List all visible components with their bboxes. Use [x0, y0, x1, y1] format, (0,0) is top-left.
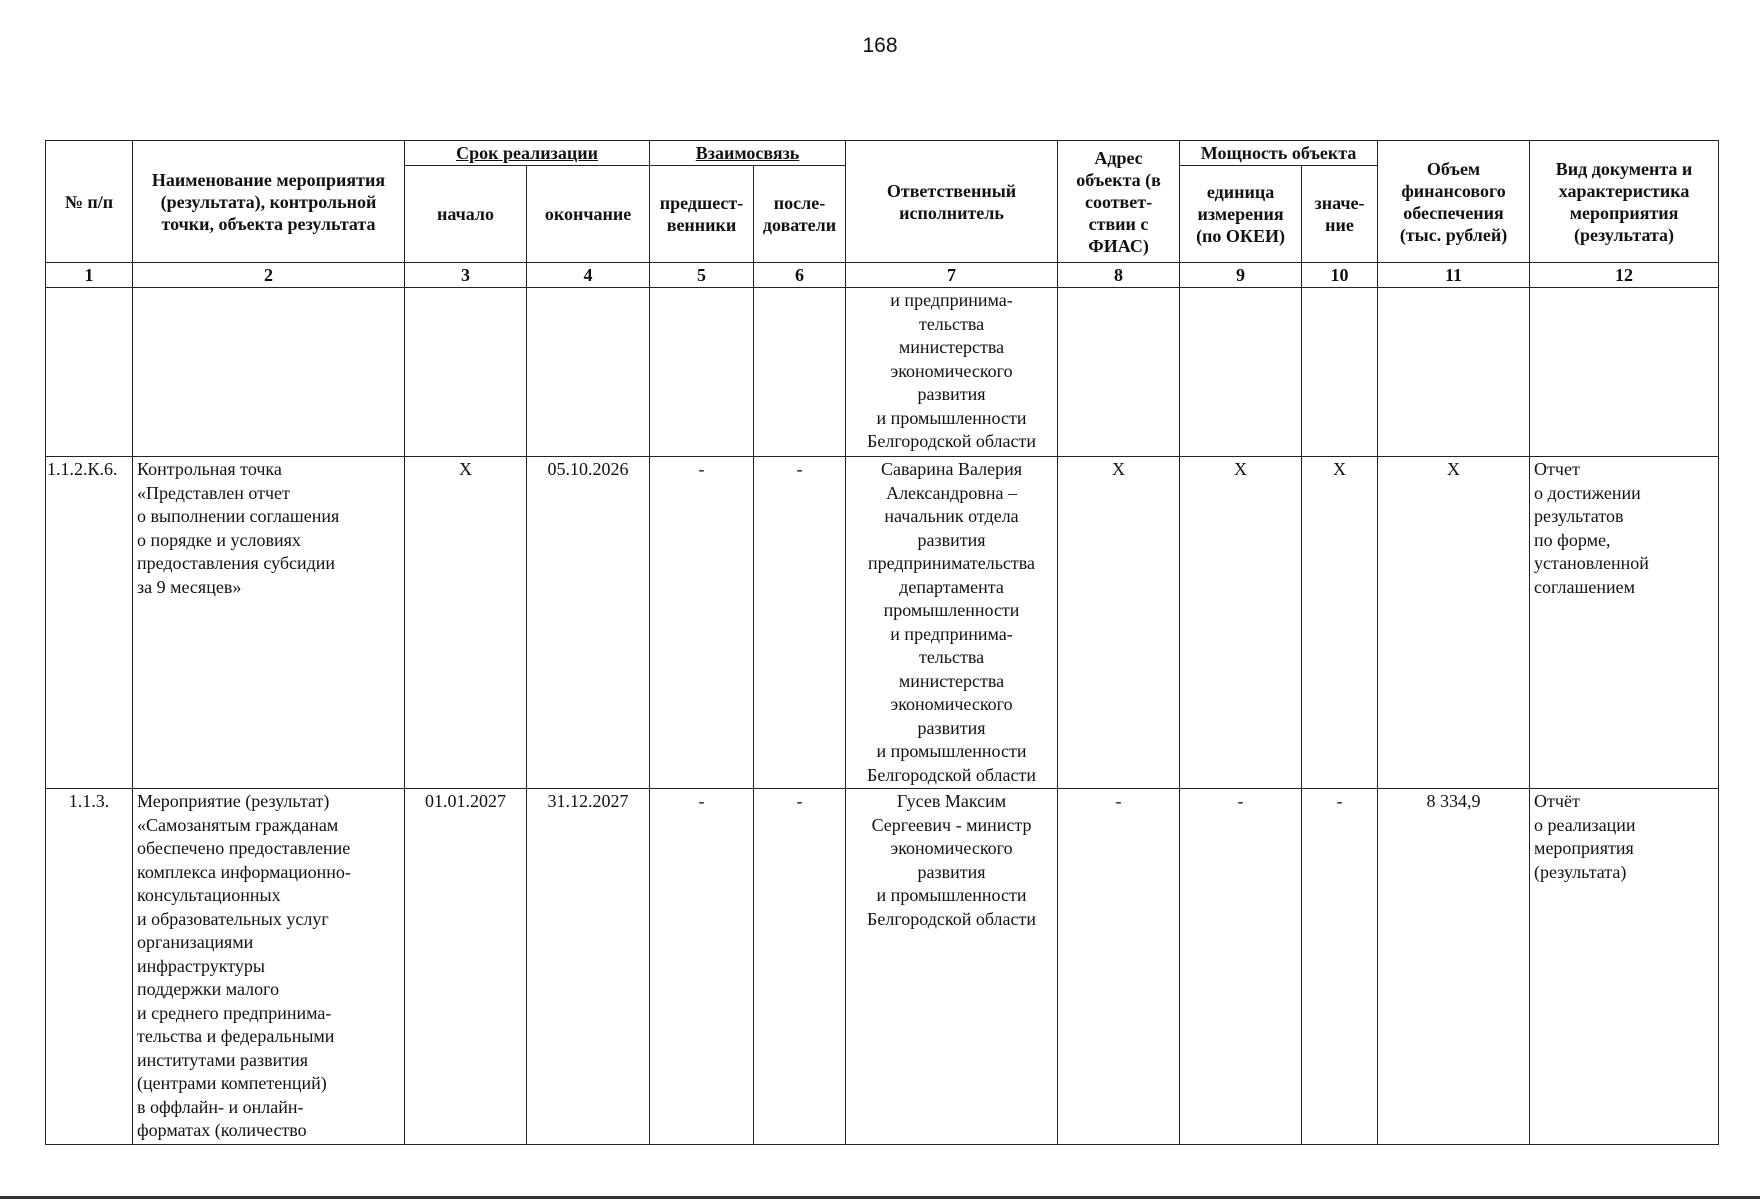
- cell-unit: Х: [1180, 457, 1302, 789]
- cell-responsible: Гусев Максим Сергеевич - министр экономического развития и промышленности Белгородской области: [846, 789, 1058, 1145]
- header-num: № п/п: [46, 141, 133, 263]
- cell-successors: [754, 288, 846, 457]
- header-finance: Объем финансового обеспечения (тыс. рублей): [1378, 141, 1530, 263]
- column-number: 2: [133, 263, 405, 288]
- header-successors: после-дователи: [754, 166, 846, 263]
- cell-num: [46, 288, 133, 457]
- header-period: Срок реализации: [405, 141, 650, 166]
- header-period-start: начало: [405, 166, 527, 263]
- column-number: 7: [846, 263, 1058, 288]
- column-number: 1: [46, 263, 133, 288]
- cell-num: 1.1.3.: [46, 789, 133, 1145]
- header-relation: Взаимосвязь: [650, 141, 846, 166]
- cell-name: [133, 288, 405, 457]
- cell-doc: [1530, 288, 1719, 457]
- cell-end: [527, 288, 650, 457]
- header-period-end: окончание: [527, 166, 650, 263]
- cell-value: -: [1302, 789, 1378, 1145]
- cell-responsible: и предпринима- тельства министерства экономического развития и промышленности Белгородской области: [846, 288, 1058, 457]
- column-number: 12: [1530, 263, 1719, 288]
- cell-doc: Отчет о достижении результатов по форме, установленной соглашением: [1530, 457, 1719, 789]
- column-number: 3: [405, 263, 527, 288]
- header-address: Адрес объекта (в соответ-ствии с ФИАС): [1058, 141, 1180, 263]
- cell-finance: [1378, 288, 1530, 457]
- cell-unit: [1180, 288, 1302, 457]
- table-row: [46, 288, 1719, 457]
- cell-value: Х: [1302, 457, 1378, 789]
- column-number: 8: [1058, 263, 1180, 288]
- header-unit: единица измерения (по ОКЕИ): [1180, 166, 1302, 263]
- cell-start: Х: [405, 457, 527, 789]
- cell-unit: -: [1180, 789, 1302, 1145]
- column-number: 10: [1302, 263, 1378, 288]
- cell-finance: Х: [1378, 457, 1530, 789]
- cell-address: Х: [1058, 457, 1180, 789]
- activity-table: [45, 140, 1719, 1145]
- column-number: 6: [754, 263, 846, 288]
- header-predecessors: предшест-венники: [650, 166, 754, 263]
- column-number: 5: [650, 263, 754, 288]
- header-value: значе-ние: [1302, 166, 1378, 263]
- cell-predecessors: [650, 288, 754, 457]
- cell-end: 05.10.2026: [527, 457, 650, 789]
- header-capacity: Мощность объекта: [1180, 141, 1378, 166]
- cell-end: 31.12.2027: [527, 789, 650, 1145]
- cell-name: Мероприятие (результат) «Самозанятым гражданам обеспечено предоставление комплекса информационно- консультационных и образовательных услуг организациями инфраструктуры поддержки малого и среднего предпринима- тельства и федеральными институтами развития (центрами компетенций) в оффлайн- и онлайн- форматах (количество: [133, 789, 405, 1145]
- page-bottom-rule: [0, 1196, 1760, 1199]
- table-row: [46, 457, 1719, 789]
- cell-name: Контрольная точка «Представлен отчет о выполнении соглашения о порядке и условиях предоставления субсидии за 9 месяцев»: [133, 457, 405, 789]
- column-number: 11: [1378, 263, 1530, 288]
- cell-value: [1302, 288, 1378, 457]
- cell-address: -: [1058, 789, 1180, 1145]
- column-number: 4: [527, 263, 650, 288]
- header-responsible: Ответственный исполнитель: [846, 141, 1058, 263]
- cell-address: [1058, 288, 1180, 457]
- cell-responsible: Саварина Валерия Александровна – начальник отдела развития предпринимательства департамента промышленности и предпринима- тельства министерства экономического развития и промышленности Белгородской области: [846, 457, 1058, 789]
- cell-doc: Отчёт о реализации мероприятия (результата): [1530, 789, 1719, 1145]
- cell-successors: -: [754, 457, 846, 789]
- cell-start: [405, 288, 527, 457]
- cell-predecessors: -: [650, 789, 754, 1145]
- cell-num: 1.1.2.К.6.: [46, 457, 133, 789]
- cell-start: 01.01.2027: [405, 789, 527, 1145]
- cell-predecessors: -: [650, 457, 754, 789]
- page-number: 168: [862, 34, 898, 57]
- table-row: [46, 789, 1719, 1145]
- cell-finance: 8 334,9: [1378, 789, 1530, 1145]
- header-name: Наименование мероприятия (результата), контрольной точки, объекта результата: [133, 141, 405, 263]
- column-number: 9: [1180, 263, 1302, 288]
- header-doc: Вид документа и характеристика мероприятия (результата): [1530, 141, 1719, 263]
- cell-successors: -: [754, 789, 846, 1145]
